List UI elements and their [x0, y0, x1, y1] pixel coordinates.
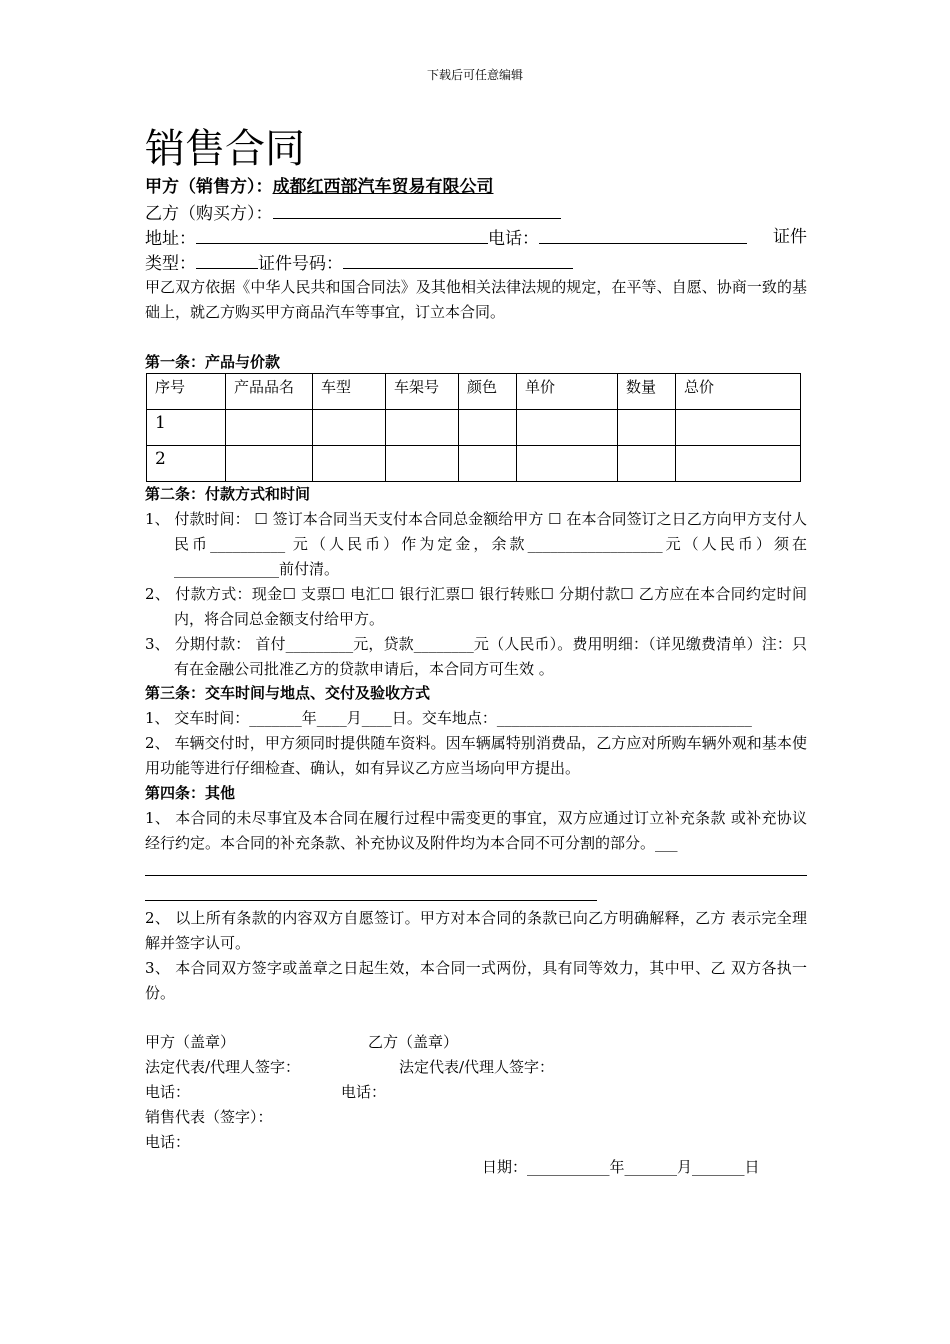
col-header: 数量: [618, 374, 676, 410]
article2-heading: 第二条：付款方式和时间: [145, 485, 311, 503]
table-cell[interactable]: [676, 446, 801, 482]
table-cell[interactable]: [226, 410, 313, 446]
party-b-line: [145, 201, 561, 225]
phone-blank[interactable]: [539, 226, 747, 244]
article3-item1: 1、 交车时间：_______年____月____日。交车地点：__________________________________: [145, 709, 752, 727]
party-a-phone: 电话：: [145, 1083, 191, 1101]
table-cell[interactable]: [313, 446, 386, 482]
party-a-label: 甲方（销售方）：: [145, 177, 273, 197]
table-header-row: [147, 374, 801, 410]
party-b-phone: 电话：: [341, 1083, 387, 1101]
id-type-label-a: 证件: [773, 227, 807, 247]
article3-heading: 第三条：交车时间与地点、交付及验收方式: [145, 684, 431, 702]
product-table: [146, 373, 801, 482]
article2-item3: 3、 分期付款： 首付_________元，贷款________元（人民币）。费用明细：（详见缴费清单）注：只有在金融公司批准乙方的贷款申请后，本合同方可生效 。: [145, 635, 807, 678]
table-cell[interactable]: [676, 410, 801, 446]
col-header: 总价: [676, 374, 801, 410]
table-cell[interactable]: [517, 446, 618, 482]
col-header: 产品品名: [226, 374, 313, 410]
address-label: 地址：: [145, 229, 196, 249]
sales-phone: 电话：: [145, 1133, 191, 1151]
col-header: 车型: [313, 374, 386, 410]
table-cell[interactable]: [459, 410, 517, 446]
col-header: 车架号: [386, 374, 459, 410]
table-cell[interactable]: [313, 410, 386, 446]
article4-item1: 1、 本合同的未尽事宜及本合同在履行过程中需变更的事宜，双方应通过订立补充条款 或补充协议经行约定。本合同的补充条款、补充协议及附件均为本合同不可分割的部分。___: [145, 809, 807, 852]
notes-blank-line[interactable]: [145, 900, 597, 901]
sales-rep: 销售代表（签字）：: [145, 1108, 273, 1126]
table-cell[interactable]: [226, 446, 313, 482]
article3-section: [145, 681, 807, 781]
article2-item2: 2、 付款方式：现金☐ 支票☐ 电汇☐ 银行汇票☐ 银行转账☐ 分期付款☐ 乙方应在本合同约定时间内，将合同总金额支付给甲方。: [145, 585, 807, 628]
party-a-line: [145, 176, 494, 198]
id-type-blank[interactable]: [196, 251, 258, 269]
article4-section: [145, 781, 807, 856]
address-blank[interactable]: [196, 226, 488, 244]
party-b-label: 乙方（购买方）：: [145, 204, 273, 224]
notes-blank-line[interactable]: [145, 875, 807, 876]
intro-paragraph: [145, 275, 807, 325]
table-cell[interactable]: [618, 446, 676, 482]
article2-section: [145, 482, 807, 682]
table-cell[interactable]: [386, 446, 459, 482]
party-a-seal: 甲方（盖章）: [145, 1033, 236, 1051]
article4-item2: 2、 以上所有条款的内容双方自愿签订。甲方对本合同的条款已向乙方明确解释，乙方 表示完全理解并签字认可。: [145, 909, 807, 952]
page-title: 销售合同: [145, 126, 305, 172]
table-cell: 2: [147, 446, 226, 482]
phone-label: 电话：: [488, 229, 539, 249]
article1-heading: 第一条：产品与价款: [145, 353, 281, 371]
article4-section-cont: [145, 906, 807, 1006]
header-note: 下载后可任意编辑: [426, 68, 523, 82]
party-a-name: 成都红西部汽车贸易有限公司: [272, 177, 494, 197]
table-cell[interactable]: [386, 410, 459, 446]
col-header: 颜色: [459, 374, 517, 410]
id-number-blank[interactable]: [343, 251, 573, 269]
table-cell[interactable]: [618, 410, 676, 446]
table-cell: 1: [147, 410, 226, 446]
party-b-blank[interactable]: [273, 201, 561, 219]
col-header: 序号: [147, 374, 226, 410]
table-cell[interactable]: [517, 410, 618, 446]
party-b-seal: 乙方（盖章）: [368, 1033, 459, 1051]
table-row: [147, 410, 801, 446]
id-line: [145, 251, 573, 275]
col-header: 单价: [517, 374, 618, 410]
id-number-label: 证件号码：: [258, 254, 343, 274]
party-b-rep: 法定代表/代理人签字：: [399, 1058, 555, 1076]
article4-item3: 3、 本合同双方签字或盖章之日起生效，本合同一式两份，具有同等效力，其中甲、乙 双方各执一份。: [145, 959, 807, 1002]
table-cell[interactable]: [459, 446, 517, 482]
party-a-rep: 法定代表/代理人签字：: [145, 1058, 301, 1076]
address-line: [145, 226, 807, 250]
table-row: [147, 446, 801, 482]
article3-item2: 2、 车辆交付时，甲方须同时提供随车资料。因车辆属特别消费品，乙方应对所购车辆外观和基本使用功能等进行仔细检查、确认，如有异议乙方应当场向甲方提出。: [145, 734, 807, 777]
article2-item1: 1、 付款时间： ☐ 签订本合同当天支付本合同总金额给甲方 ☐ 在本合同签订之日乙方向甲方支付人民币__________ 元（人民币）作为定金，余款__________________元（人民币）须在______________前付清。: [145, 510, 807, 578]
intro-text: 甲乙双方依据《中华人民共和国合同法》及其他相关法律法规的规定，在平等、自愿、协商一致的基础上，就乙方购买甲方商品汽车等事宜，订立本合同。: [145, 278, 807, 321]
date-line: 日期：___________年_______月_______日: [482, 1158, 760, 1176]
article4-heading: 第四条：其他: [145, 784, 236, 802]
id-type-label-b: 类型：: [145, 254, 196, 274]
